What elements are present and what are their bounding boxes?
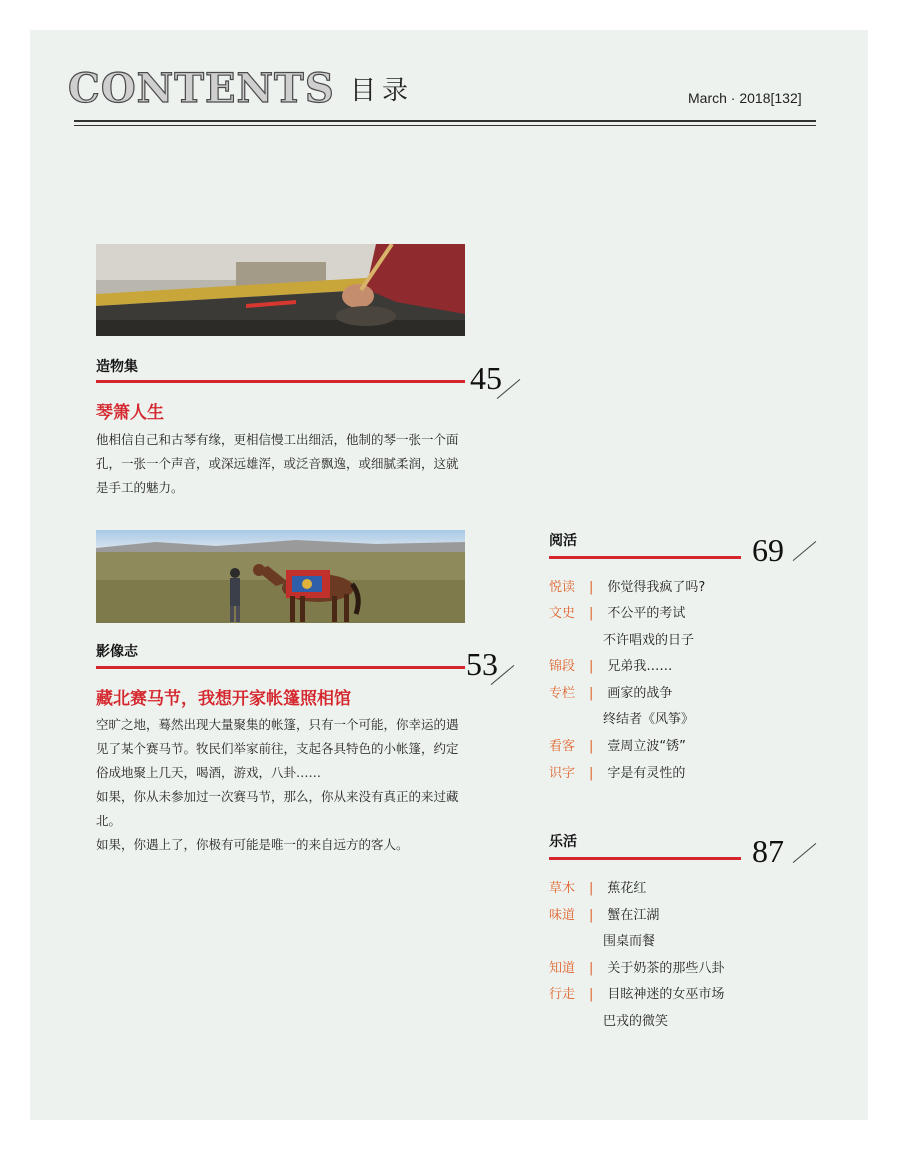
horse-festival-photo bbox=[96, 530, 465, 623]
feature2-paragraph-1: 空旷之地，蓦然出现大量聚集的帐篷，只有一个可能，你幸运的遇见了某个赛马节。牧民们举家前往，支起各具特色的小帐篷，约定俗成地聚上几天，喝酒，游戏，八卦…… bbox=[96, 717, 459, 780]
toc-item[interactable]: 看客 | 壹周立波“锈” bbox=[549, 734, 686, 760]
feature2-paragraph-3: 如果，你遇上了，你极有可能是唯一的来自远方的客人。 bbox=[96, 837, 409, 852]
feature1-section-label: 造物集 bbox=[96, 358, 138, 374]
toc-title: 终结者《风筝》 bbox=[603, 712, 695, 727]
toc-title: 画家的战争 bbox=[607, 686, 673, 701]
toc-title: 蕉花红 bbox=[607, 881, 647, 896]
toc-item[interactable]: 知道 | 关于奶茶的那些八卦 bbox=[549, 956, 724, 982]
toc-title: 不许唱戏的日子 bbox=[603, 633, 695, 648]
toc-item[interactable]: 文史 | 不公平的考试 bbox=[549, 601, 685, 627]
toc-item[interactable] bbox=[549, 628, 694, 654]
yuehuo-section-label: 阅活 bbox=[549, 532, 577, 548]
feature2-section-label: 影像志 bbox=[96, 643, 138, 659]
feature1-body bbox=[96, 428, 468, 500]
header-rule bbox=[74, 120, 816, 122]
toc-category: 文史 bbox=[549, 606, 576, 621]
lehuo-red-rule bbox=[549, 857, 741, 860]
toc-title: 你觉得我疯了吗? bbox=[607, 580, 706, 595]
toc-title: 目眩神迷的女巫市场 bbox=[607, 987, 725, 1002]
toc-item[interactable] bbox=[549, 929, 655, 955]
feature1-body-text: 他相信自己和古琴有缘，更相信慢工出细活，他制的琴一张一个面孔，一张一个声音，或深远雄浑，或泛音飘逸，或细腻柔润，这就是手工的魅力。 bbox=[96, 432, 459, 495]
toc-title: 围桌而餐 bbox=[603, 934, 656, 949]
toc-item[interactable]: 草木 | 蕉花红 bbox=[549, 876, 646, 902]
feature2-page-number[interactable]: 53 bbox=[466, 646, 498, 682]
header-rule-thin bbox=[74, 125, 816, 126]
toc-category: 识字 bbox=[549, 766, 576, 781]
guqin-making-photo bbox=[96, 244, 465, 336]
toc-item[interactable]: 悦读 | 你觉得我疯了吗? bbox=[549, 575, 705, 601]
yuehuo-red-rule bbox=[549, 556, 741, 559]
toc-item[interactable]: 专栏 | 画家的战争 bbox=[549, 681, 672, 707]
feature1-page-number[interactable]: 45 bbox=[470, 360, 502, 396]
toc-title: 蟹在江湖 bbox=[607, 908, 660, 923]
toc-category: 悦读 bbox=[549, 580, 576, 595]
toc-category: 看客 bbox=[549, 739, 576, 754]
toc-title: 壹周立波“锈” bbox=[607, 739, 686, 754]
yuehuo-page-number[interactable]: 69 bbox=[752, 532, 784, 568]
toc-category: 锦段 bbox=[549, 659, 576, 674]
toc-item[interactable]: 识字 | 字是有灵性的 bbox=[549, 761, 685, 787]
issue-date: March · 2018[132] bbox=[688, 90, 802, 106]
contents-logo: CONTENTS bbox=[68, 65, 335, 112]
feature1-red-rule bbox=[96, 380, 465, 383]
feature2-paragraph-2: 如果，你从未参加过一次赛马节，那么，你从来没有真正的来过藏北。 bbox=[96, 789, 459, 828]
toc-category: 草木 bbox=[549, 881, 576, 896]
lehuo-page-number[interactable]: 87 bbox=[752, 833, 784, 869]
toc-title: 兄弟我…… bbox=[607, 659, 673, 674]
feature2-red-rule bbox=[96, 666, 465, 669]
feature2-title[interactable]: 藏北赛马节，我想开家帐篷照相馆 bbox=[96, 689, 351, 709]
toc-title: 字是有灵性的 bbox=[607, 766, 686, 781]
toc-item[interactable] bbox=[549, 1009, 668, 1035]
toc-category: 知道 bbox=[549, 961, 576, 976]
lehuo-section-label: 乐活 bbox=[549, 833, 577, 849]
toc-item[interactable]: 锦段 | 兄弟我…… bbox=[549, 654, 672, 680]
toc-title: 巴戎的微笑 bbox=[603, 1014, 669, 1029]
toc-title: 不公平的考试 bbox=[607, 606, 686, 621]
feature2-body bbox=[96, 713, 468, 857]
toc-category: 专栏 bbox=[549, 686, 576, 701]
toc-item[interactable] bbox=[549, 707, 694, 733]
feature1-title[interactable]: 琴箫人生 bbox=[96, 403, 164, 423]
contents-chinese-title: 目录 bbox=[350, 76, 415, 106]
toc-title: 关于奶茶的那些八卦 bbox=[607, 961, 725, 976]
toc-category: 味道 bbox=[549, 908, 576, 923]
toc-category: 行走 bbox=[549, 987, 576, 1002]
toc-item[interactable]: 行走 | 目眩神迷的女巫市场 bbox=[549, 982, 724, 1008]
toc-item[interactable]: 味道 | 蟹在江湖 bbox=[549, 903, 659, 929]
